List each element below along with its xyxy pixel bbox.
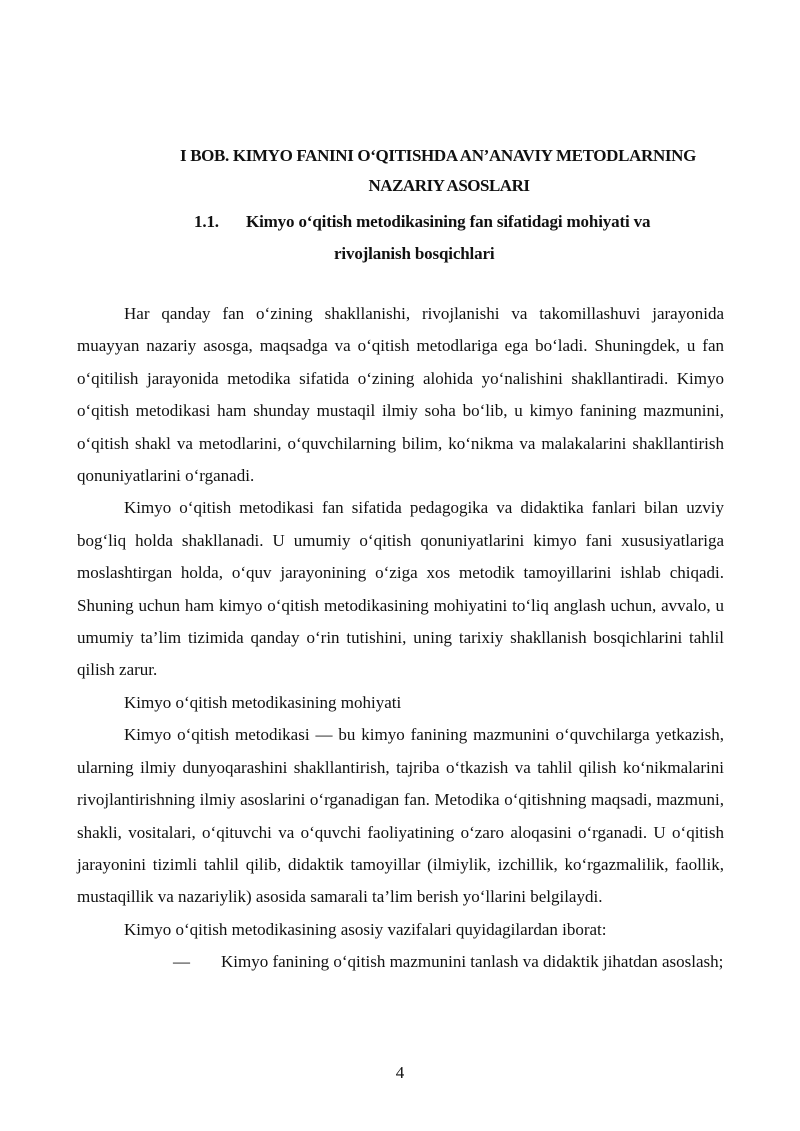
list-dash-marker: — [173, 952, 190, 972]
chapter-title-line-2: NAZARIY ASOSLARI [368, 176, 530, 195]
paragraph: Kimyo o‘qitish metodikasi fan sifatida pedagogika va didaktika fanlari bilan uzviy bog‘liq holda shakllanadi. U umumiy o‘qitish qonuniyatlarini kimyo fani xususiyatlariga moslashtirgan holda, o‘quv jarayonining o‘ziga xos metodik tamoyillarini ishlab chiqadi. Shuning uchun ham kimyo o‘qitish metodikasining mohiyatini to‘liq anglash uchun, avvalo, u umumiy ta’lim tizimida qanday o‘rin tutishini, uning tarixiy shakllanish bosqichlarini tahlil qilish zarur. [77, 498, 724, 680]
body-text [77, 298, 724, 979]
section-title-line-2: rivojlanish bosqichlari [334, 244, 495, 263]
chapter-title-line-1: I BOB. KIMYO FANINI O‘QITISHDA AN’ANAVIY METODLARNING [180, 146, 696, 165]
paragraph: Har qanday fan o‘zining shakllanishi, rivojlanishi va takomillashuvi jarayonida muayyan nazariy asosga, maqsadga va o‘qitish metodlariga ega bo‘ladi. Shuningdek, u fan o‘qitilish jarayonida metodika sifatida o‘zining alohida yo‘nalishini shakllantiradi. Kimyo o‘qitish metodikasi ham shunday mustaqil ilmiy soha bo‘lib, u kimyo fanining mazmunini, o‘qitish shakl va metodlarini, o‘quvchilarning bilim, ko‘nikma va malakalarini shakllantirish qonuniyatlarini o‘rganadi. [77, 304, 724, 486]
section-number: 1.1. [194, 212, 219, 231]
paragraph: Kimyo o‘qitish metodikasining asosiy vazifalari quyidagilardan iborat: [124, 919, 607, 939]
section-title-text-1: Kimyo o‘qitish metodikasining fan sifatidagi mohiyati va [246, 212, 651, 231]
list-item [77, 946, 724, 978]
section-title [194, 206, 754, 270]
paragraph: Kimyo o‘qitish metodikasi — bu kimyo fanining mazmunini o‘quvchilarga yetkazish, ularning ilmiy dunyoqarashini shakllantirish, tajriba o‘tkazish va tahlil qilish ko‘nikmalarini rivojlantirishning ilmiy asoslarini o‘rganadigan fan. Metodika o‘qitishning maqsadi, mazmuni, shakli, vositalari, o‘qituvchi va o‘quvchi faoliyatining o‘zaro aloqasini o‘rganadi. U o‘qitish jarayonini tizimli tahlil qilib, didaktik tamoyillar (ilmiylik, izchillik, ko‘rgazmalilik, faollik, mustaqillik va nazariylik) asosida samarali ta’lim berish yo‘llarini belgilaydi. [77, 725, 724, 907]
page-number: 4 [395, 1063, 405, 1082]
list-item-text: Kimyo fanining o‘qitish mazmunini tanlash va didaktik jihatdan asoslash; [221, 952, 724, 972]
chapter-title [78, 141, 798, 201]
paragraph-heading: Kimyo o‘qitish metodikasining mohiyati [124, 692, 402, 712]
section-title-line-1 [194, 206, 754, 238]
